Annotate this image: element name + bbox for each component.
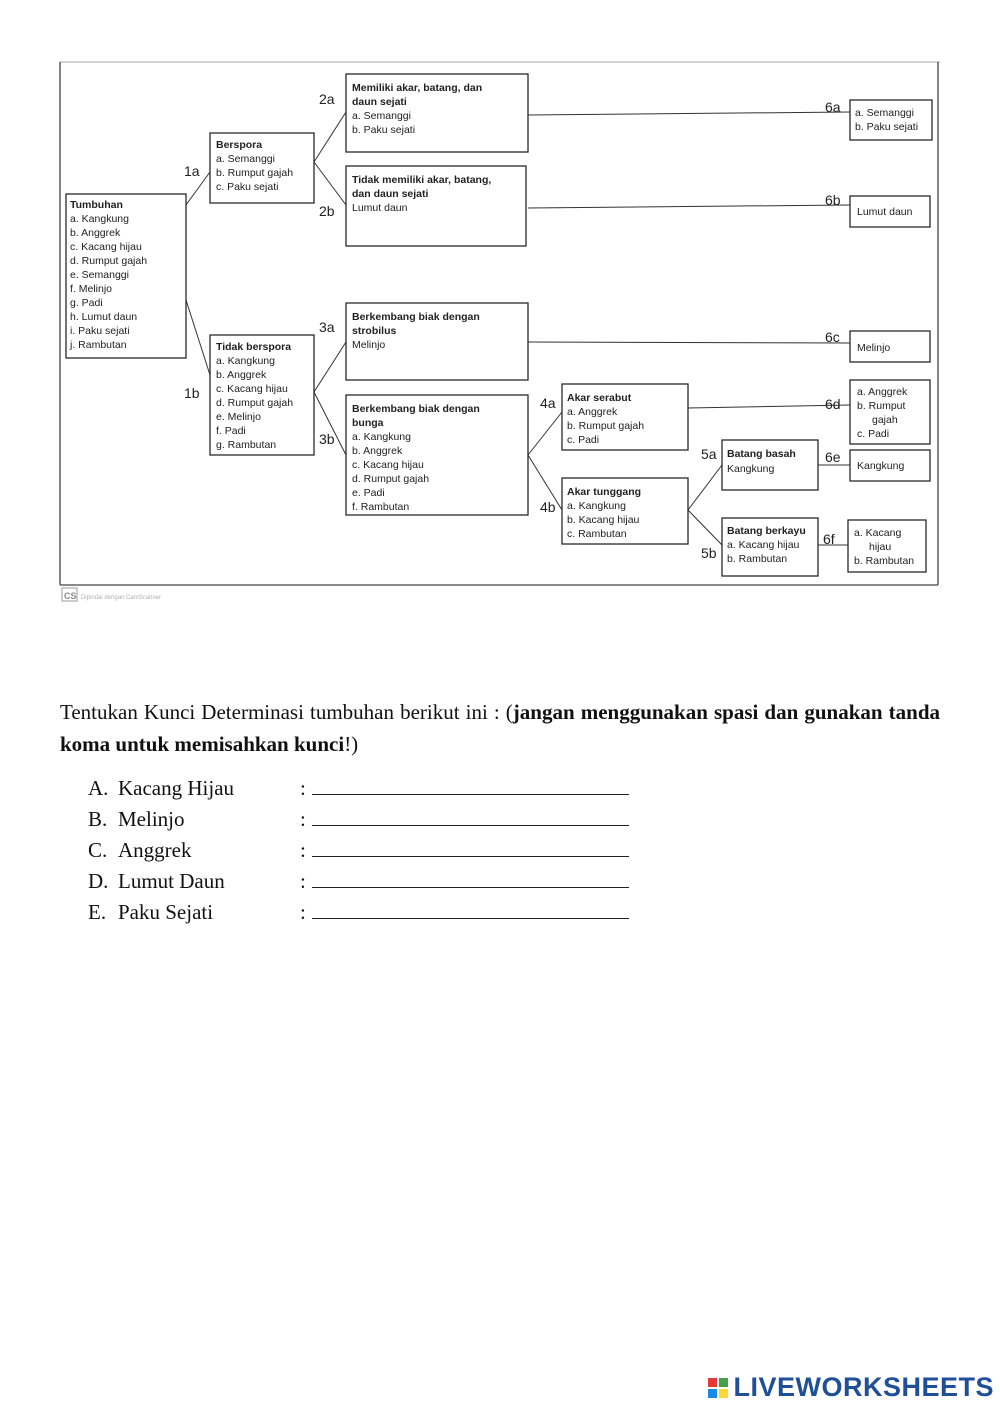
node-item: b. Rumput gajah xyxy=(567,420,645,432)
key-label-6e: 6e xyxy=(825,449,841,465)
node-title: Akar serabut xyxy=(567,392,632,404)
question-colon: : xyxy=(300,776,306,800)
node-item: b. Paku sejati xyxy=(855,121,919,133)
logo-square xyxy=(719,1389,728,1398)
question-colon: : xyxy=(300,869,306,893)
node-title: strobilus xyxy=(352,325,397,337)
node-item: Lumut daun xyxy=(352,202,408,214)
answer-blank[interactable] xyxy=(312,806,629,826)
node-item: c. Rambutan xyxy=(567,528,627,540)
node-result-6e xyxy=(850,450,930,481)
node-item: i. Paku sejati xyxy=(70,325,130,337)
key-label-6d: 6d xyxy=(825,396,841,412)
node-item: Melinjo xyxy=(352,339,386,351)
node-item: a. Kangkung xyxy=(70,213,129,225)
question-list xyxy=(88,775,629,930)
question-item xyxy=(88,775,629,806)
node-result-6a xyxy=(850,100,932,140)
key-label-1a: 1a xyxy=(184,163,200,179)
question-letter: E. xyxy=(88,900,107,924)
instruction-bold: jangan menggunakan spasi dan gunakan tanda koma untuk memisahkan kunci xyxy=(60,700,940,756)
node-title: Berspora xyxy=(216,139,263,151)
node-akar-tunggang xyxy=(562,478,688,544)
instruction-suffix: !) xyxy=(344,732,359,756)
node-tumbuhan xyxy=(66,194,186,358)
node-title: daun sejati xyxy=(352,96,407,108)
node-title: Tidak berspora xyxy=(216,341,292,353)
node-title: Berkembang biak dengan xyxy=(352,311,480,323)
question-letter: D. xyxy=(88,869,109,893)
node-item: a. Kangkung xyxy=(352,431,411,443)
logo-square xyxy=(708,1389,717,1398)
node-title: bunga xyxy=(352,417,384,429)
node-item: a. Kacang hijau xyxy=(727,539,800,551)
node-result-6c xyxy=(850,331,930,362)
question-plant-name: Melinjo xyxy=(118,807,185,831)
node-item: e. Semanggi xyxy=(70,269,129,281)
instruction-text xyxy=(60,696,940,760)
question-letter: C. xyxy=(88,838,108,862)
node-item: a. Kangkung xyxy=(216,355,275,367)
node-item: d. Rumput gajah xyxy=(352,473,430,485)
key-label-6a: 6a xyxy=(825,99,841,115)
question-item xyxy=(88,868,629,899)
key-label-3a: 3a xyxy=(319,319,335,335)
node-result-6b xyxy=(850,196,930,227)
question-letter: B. xyxy=(88,807,108,831)
node-title: Batang basah xyxy=(727,448,796,460)
answer-blank[interactable] xyxy=(312,775,629,795)
logo-square xyxy=(708,1378,717,1387)
liveworksheets-logo-icon xyxy=(708,1378,728,1398)
answer-blank[interactable] xyxy=(312,868,629,888)
node-item: b. Rambutan xyxy=(727,553,788,565)
key-label-2a: 2a xyxy=(319,91,335,107)
node-item: b. Anggrek xyxy=(70,227,121,239)
node-akar-serabut xyxy=(562,384,688,450)
question-colon: : xyxy=(300,900,306,924)
node-item: b. Anggrek xyxy=(352,445,403,457)
dichotomous-key-diagram xyxy=(0,0,1000,610)
node-result-6f xyxy=(848,520,926,572)
node-item: b. Rambutan xyxy=(854,555,915,567)
node-title: dan daun sejati xyxy=(352,188,429,200)
node-berspora xyxy=(210,133,314,203)
node-item: a. Semanggi xyxy=(855,107,914,119)
node-item: c. Kacang hijau xyxy=(216,383,288,395)
node-item: g. Rambutan xyxy=(216,439,277,451)
node-title: Berkembang biak dengan xyxy=(352,403,480,415)
node-item: a. Kacang xyxy=(854,527,902,539)
question-item xyxy=(88,837,629,868)
key-label-2b: 2b xyxy=(319,203,335,219)
question-colon: : xyxy=(300,807,306,831)
node-2a xyxy=(346,74,528,152)
node-item: c. Paku sejati xyxy=(216,181,279,193)
node-result-6d xyxy=(850,380,930,444)
key-label-1b: 1b xyxy=(184,385,200,401)
node-item: b. Anggrek xyxy=(216,369,267,381)
key-label-4a: 4a xyxy=(540,395,556,411)
node-item: c. Kacang hijau xyxy=(352,459,424,471)
node-title: Memiliki akar, batang, dan xyxy=(352,82,483,94)
node-title: Akar tunggang xyxy=(567,486,642,498)
answer-blank[interactable] xyxy=(312,837,629,857)
node-batang-berkayu xyxy=(722,518,818,576)
question-plant-name: Kacang Hijau xyxy=(118,776,235,800)
instruction-prefix: Tentukan Kunci Determinasi tumbuhan berikut ini : ( xyxy=(60,700,513,724)
key-label-3b: 3b xyxy=(319,431,335,447)
liveworksheets-wordmark: LIVEWORKSHEETS xyxy=(733,1372,994,1402)
node-2b xyxy=(346,166,526,246)
node-title: Tumbuhan xyxy=(70,199,123,211)
question-item xyxy=(88,899,629,930)
question-item xyxy=(88,806,629,837)
key-label-6c: 6c xyxy=(825,329,840,345)
node-item: e. Padi xyxy=(352,487,385,499)
node-3a xyxy=(346,303,528,380)
node-item: hijau xyxy=(869,541,892,553)
node-item: a. Anggrek xyxy=(567,406,618,418)
answer-blank[interactable] xyxy=(312,899,629,919)
node-item: c. Padi xyxy=(857,428,890,440)
key-label-6f: 6f xyxy=(823,531,835,547)
node-item: j. Rambutan xyxy=(70,339,127,351)
node-item: a. Semanggi xyxy=(352,110,411,122)
node-item: d. Rumput gajah xyxy=(70,255,148,267)
node-item: h. Lumut daun xyxy=(70,311,138,323)
question-plant-name: Paku Sejati xyxy=(118,900,214,924)
scanner-caption: Dipindai dengan CamScanner xyxy=(81,595,162,601)
node-item: c. Kacang hijau xyxy=(70,241,142,253)
node-item: b. Kacang hijau xyxy=(567,514,640,526)
node-item: Melinjo xyxy=(857,342,891,354)
node-item: c. Padi xyxy=(567,434,600,446)
key-label-6b: 6b xyxy=(825,192,841,208)
node-item: f. Rambutan xyxy=(352,501,410,513)
question-letter: A. xyxy=(88,776,109,800)
question-plant-name: Lumut Daun xyxy=(118,869,225,893)
node-item: e. Melinjo xyxy=(216,411,261,423)
node-3b xyxy=(346,395,528,515)
node-item: f. Padi xyxy=(216,425,246,437)
node-batang-basah xyxy=(722,440,818,490)
logo-square xyxy=(719,1378,728,1387)
key-label-5b: 5b xyxy=(701,545,717,561)
node-item: gajah xyxy=(872,414,898,426)
question-colon: : xyxy=(300,838,306,862)
node-item: b. Paku sejati xyxy=(352,124,416,136)
camscanner-watermark xyxy=(62,588,161,601)
node-item: a. Anggrek xyxy=(857,386,908,398)
node-item: b. Rumput xyxy=(857,400,906,412)
node-title: Batang berkayu xyxy=(727,525,806,537)
node-item: g. Padi xyxy=(70,297,103,309)
key-label-4b: 4b xyxy=(540,499,556,515)
node-item: b. Rumput gajah xyxy=(216,167,294,179)
liveworksheets-brand xyxy=(708,1372,994,1403)
scanner-mark: CS xyxy=(64,591,77,601)
key-label-5a: 5a xyxy=(701,446,717,462)
node-tidak-berspora xyxy=(210,335,314,455)
node-item: Kangkung xyxy=(857,460,905,472)
node-title: Tidak memiliki akar, batang, xyxy=(352,174,492,186)
node-item: a. Kangkung xyxy=(567,500,626,512)
node-item: f. Melinjo xyxy=(70,283,113,295)
node-item: Kangkung xyxy=(727,463,775,475)
question-plant-name: Anggrek xyxy=(118,838,192,862)
node-item: Lumut daun xyxy=(857,206,913,218)
node-item: d. Rumput gajah xyxy=(216,397,294,409)
node-item: a. Semanggi xyxy=(216,153,275,165)
